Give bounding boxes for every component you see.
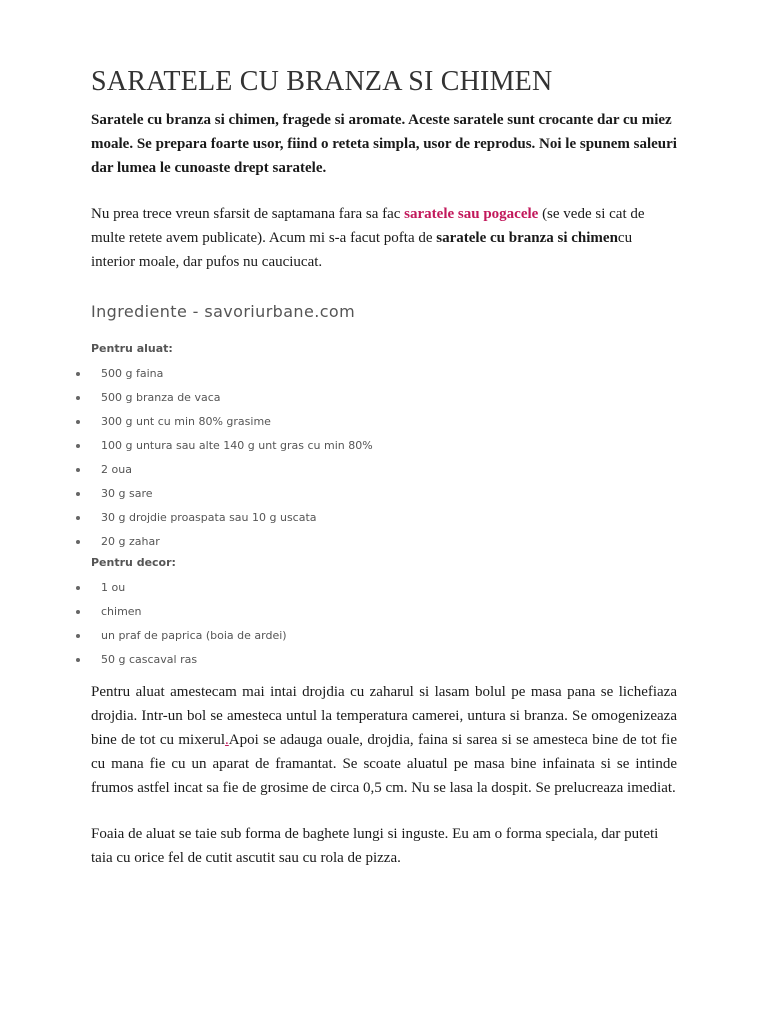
ingredient-text: 20 g zahar bbox=[101, 535, 160, 548]
story-text-3: cu interior moale, dar pufos nu cauciucat. bbox=[91, 230, 633, 270]
ingredients-heading: Ingrediente - savoriurbane.com bbox=[91, 302, 356, 321]
bullet-icon bbox=[76, 492, 80, 496]
list-item bbox=[91, 600, 677, 624]
intro-story-paragraph bbox=[91, 202, 677, 274]
list-item bbox=[91, 458, 677, 482]
bullet-icon bbox=[76, 468, 80, 472]
list-item bbox=[91, 410, 677, 434]
list-item bbox=[91, 530, 677, 554]
bullet-icon bbox=[76, 658, 80, 662]
ingredient-text: 1 ou bbox=[101, 581, 126, 594]
bullet-icon bbox=[76, 586, 80, 590]
method-paragraph-1 bbox=[91, 680, 677, 800]
ingredient-text: 2 oua bbox=[101, 463, 132, 476]
method-dot: . bbox=[225, 732, 229, 748]
dough-ingredients-list bbox=[91, 362, 677, 554]
bullet-icon bbox=[76, 420, 80, 424]
ingredient-text: 50 g cascaval ras bbox=[101, 653, 198, 666]
story-text-2: (se vede si cat de multe retete avem publicate). Acum mi s-a facut pofta de bbox=[91, 206, 645, 246]
list-item bbox=[91, 482, 677, 506]
bullet-icon bbox=[76, 444, 80, 448]
list-item bbox=[91, 506, 677, 530]
ingredient-text: 500 g faina bbox=[101, 367, 164, 380]
ingredient-text: 300 g unt cu min 80% grasime bbox=[101, 415, 271, 428]
bullet-icon bbox=[76, 540, 80, 544]
list-item bbox=[91, 434, 677, 458]
story-bold-text: saratele cu branza si chimen bbox=[436, 230, 618, 246]
bullet-icon bbox=[76, 372, 80, 376]
decor-ingredients-list bbox=[91, 576, 677, 672]
list-item bbox=[91, 362, 677, 386]
dough-subheading: Pentru aluat: bbox=[91, 342, 173, 355]
bullet-icon bbox=[76, 396, 80, 400]
list-item bbox=[91, 624, 677, 648]
bullet-icon bbox=[76, 610, 80, 614]
method-paragraph-2: Foaia de aluat se taie sub forma de baghete lungi si inguste. Eu am o forma speciala, dar puteti taia cu orice fel de cutit ascutit sau cu rola de pizza. bbox=[91, 826, 659, 866]
ingredient-text: 30 g sare bbox=[101, 487, 153, 500]
decor-subheading: Pentru decor: bbox=[91, 556, 176, 569]
bullet-icon bbox=[76, 634, 80, 638]
ingredient-text: 100 g untura sau alte 140 g unt gras cu min 80% bbox=[101, 439, 373, 452]
ingredient-text: chimen bbox=[101, 605, 142, 618]
list-item bbox=[91, 576, 677, 600]
list-item bbox=[91, 648, 677, 672]
method-text-2: Apoi se adauga ouale, drojdia, faina si sarea si se amesteca bine de tot fie cu mana fie cu un aparat de framantat. Se scoate aluatul pe masa bine infainata si se intinde frumos astfel incat sa fie de grosime de circa 0,5 cm. Nu se lasa la dospit. Se prelucreaza imediat. bbox=[91, 732, 677, 796]
story-text-1: Nu prea trece vreun sfarsit de saptamana fara sa fac bbox=[91, 206, 405, 222]
ingredient-text: 500 g branza de vaca bbox=[101, 391, 221, 404]
intro-paragraph: Saratele cu branza si chimen, fragede si aromate. Aceste saratele sunt crocante dar cu miez moale. Se prepara foarte usor, fiind o reteta simpla, usor de reprodus. Noi le spunem saleuri dar lumea le cunoaste drept saratele. bbox=[91, 112, 677, 176]
method-text-1: Pentru aluat amestecam mai intai drojdia cu zaharul si lasam bolul pe masa pana se lichefiaza drojdia. Intr-un bol se amesteca untul la temperatura camerei, untura si branza. Se omogenizeaza bine de tot cu mixerul bbox=[91, 684, 677, 748]
page-title: SARATELE CU BRANZA SI CHIMEN bbox=[91, 66, 553, 97]
bullet-icon bbox=[76, 516, 80, 520]
list-item bbox=[91, 386, 677, 410]
ingredient-text: 30 g drojdie proaspata sau 10 g uscata bbox=[101, 511, 317, 524]
recipe-page bbox=[91, 64, 677, 870]
saratele-pogacele-link[interactable]: saratele sau pogacele bbox=[404, 206, 539, 222]
ingredient-text: un praf de paprica (boia de ardei) bbox=[101, 629, 287, 642]
